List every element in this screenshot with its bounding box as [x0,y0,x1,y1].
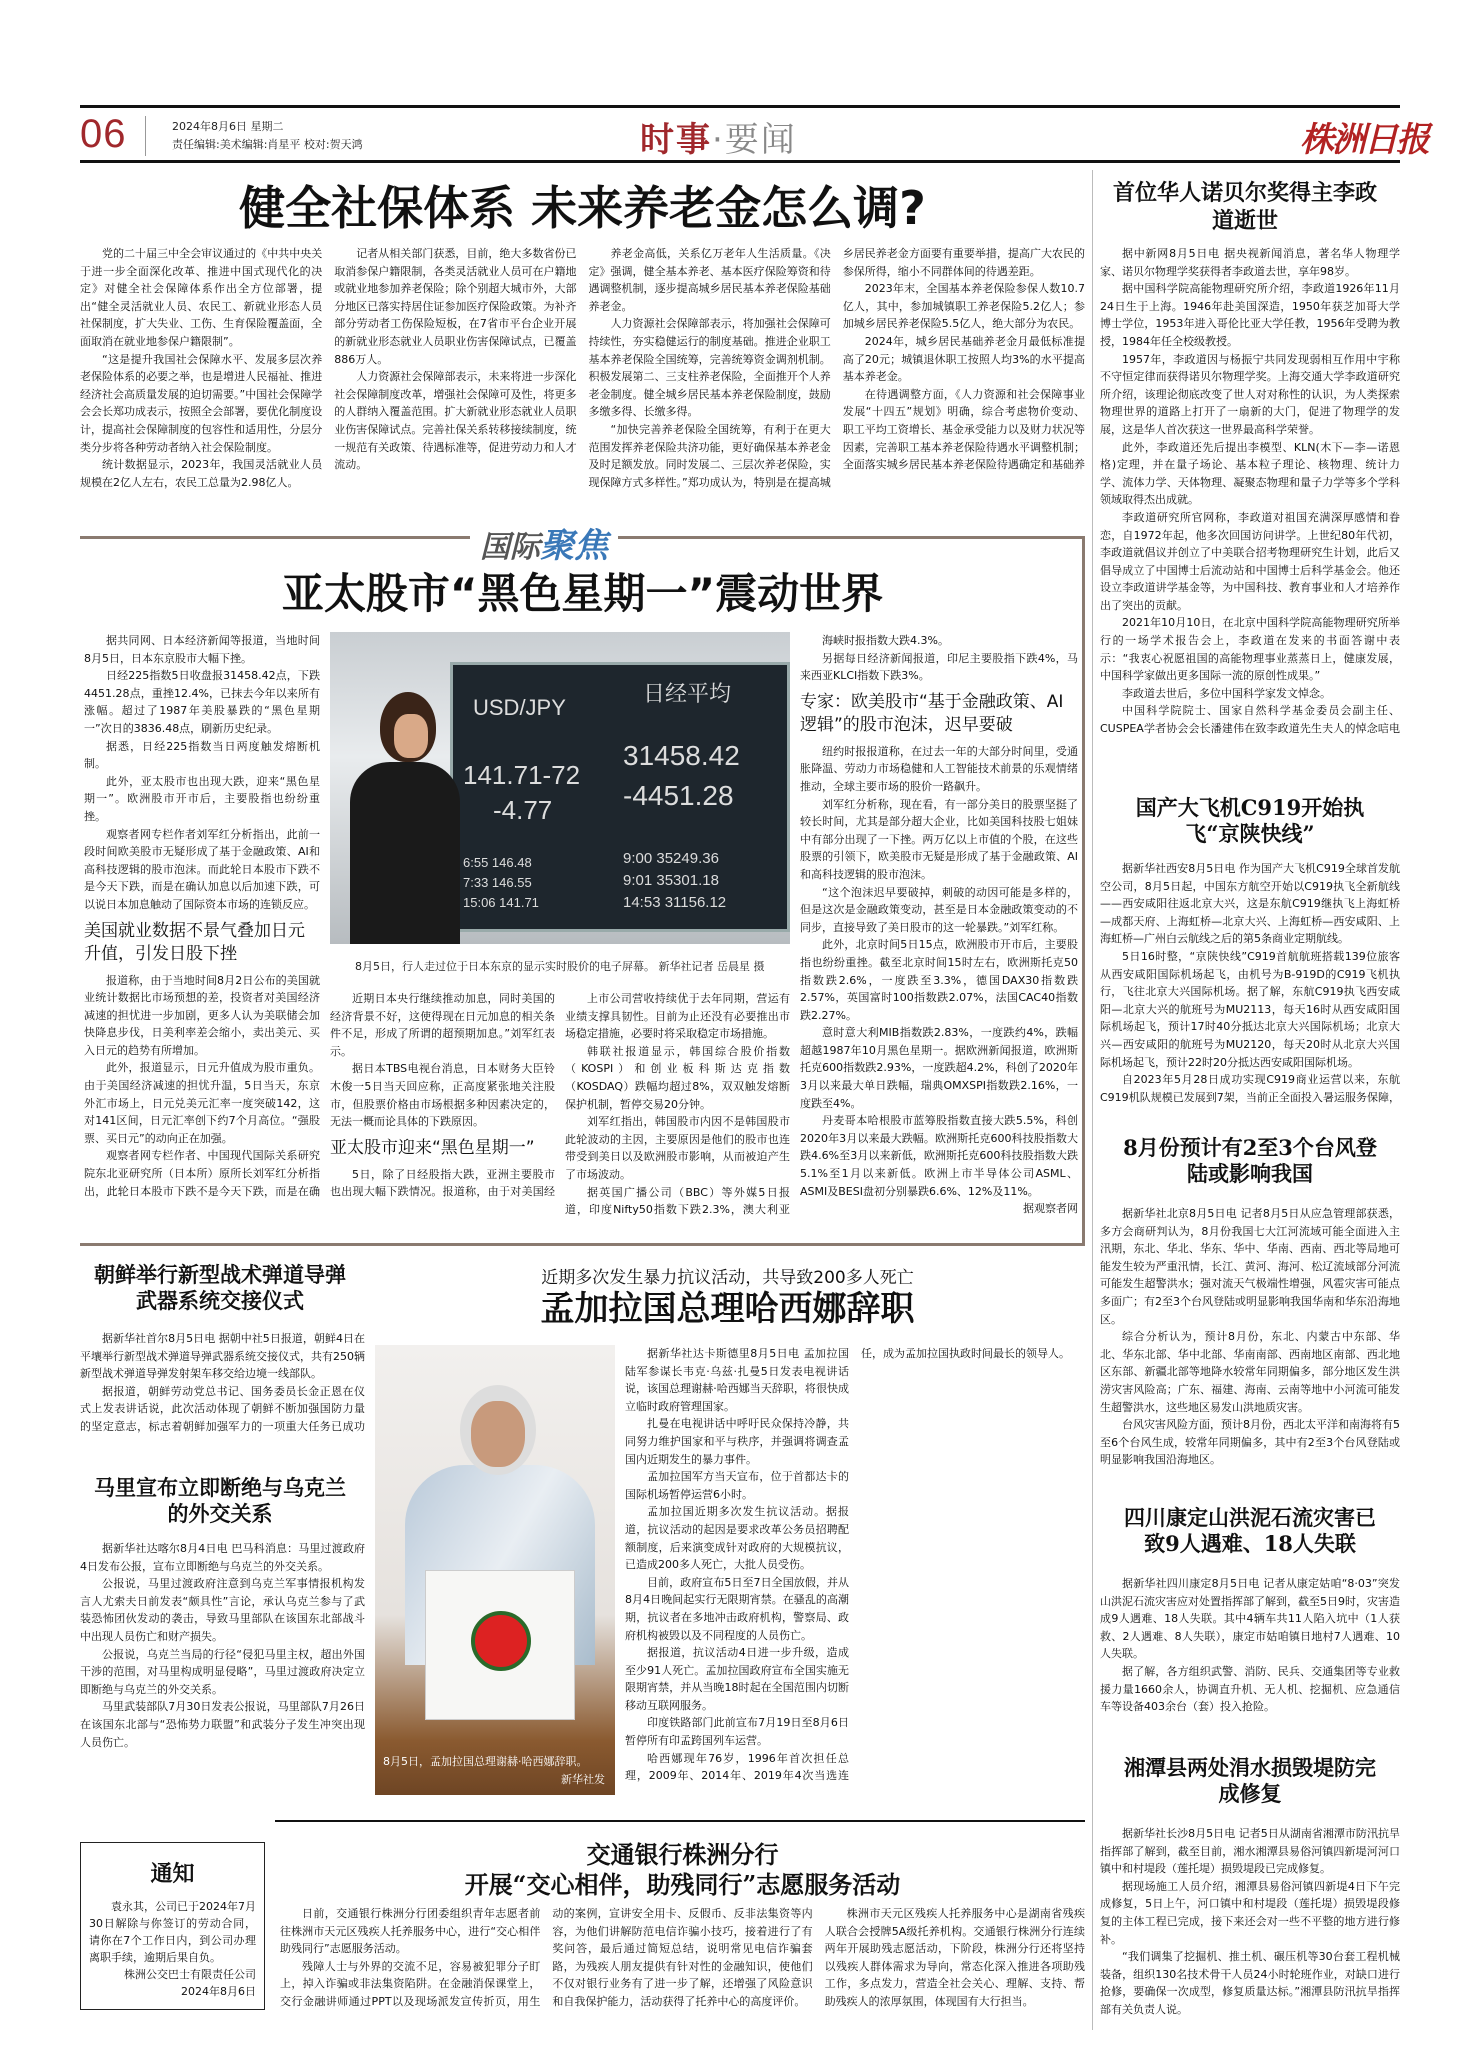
paragraph: 据了解，各方组织武警、消防、民兵、交通集团等专业救援力量1660余人，协调直升机、无人机、挖掘机、应急通信车等设备403余台（套）投入抢险。 [1100,1664,1400,1714]
section-sub: ·要闻 [712,120,797,160]
pension-body [80,245,1085,495]
focus-headline: 亚太股市“黑色星期一”震动世界 [281,569,884,618]
section-main: 时事 [640,120,712,160]
section-title [640,112,797,161]
notice-signer: 株洲公交巴士有限责任公司 [124,1968,256,1981]
paragraph: 台风灾害风险方面，预计8月份，西北太平洋和南海将有5至6个台风生成，较常年同期偏多，其中有2至3个台风登陆或明显影响我国沿海地区。 [1100,1418,1400,1467]
paragraph: 据中国科学院高能物理研究所介绍，李政道1926年11月24日生于上海。1946年赴美国深造，1950年获芝加哥大学博士学位，1953年进入哥伦比亚大学任教，1956年受聘为教授，1984年任全校级教授。 [1100,282,1400,348]
emblem-icon [471,1611,531,1671]
screen-row: 14:53 31156.12 [623,894,727,911]
paragraph: 在待遇调整方面，《人力资源和社会保障事业发展“十四五”规划》明确，综合考虑物价变动、职工平均工资增长、基金承受能力以及财力状况等因素，完善职工基本养老保险待遇水平调整机制；全面落实城乡居民基本养老保险待遇确定和基础养 [842,387,1085,472]
paragraph: 观察者网专栏作者刘军红分析指出，此前一段时间欧美股市无疑形成了基于金融政策、AI和高科技逻辑的股市泡沫。而此轮日本股市下跌不是今天下跌，而是在确认加息以后加速下跌，可以说日本加息触动了国际资本市场的连锁反应。 [84,827,320,911]
paragraph: 纽约时报报道称，在过去一年的大部分时间里，受通胀降温、劳动力市场稳健和人工智能技术前景的乐观情绪推动，全球主要市场的股价一路飙升。 [800,744,1078,793]
focus-mid-column-a [330,990,555,1235]
screen-pair: USD/JPY [473,695,566,720]
paragraph: 株洲市天元区残疾人托养服务中心是湖南省残疾人联合会授牌5A级托养机构。交通银行株洲分行连续两年开展助残志愿活动，下阶段，株洲分行还将坚持以残疾人群体需求为导向，常态化深入推进各项助残工作，多点发力，营造全社会关心、理解、支持、帮助残疾人的浓厚氛围，体现国有大行担当。 [824,1907,1085,2008]
paragraph: 人力资源社会保障部表示，将加强社会保障可持续性，夯实稳健运行的制度基础。推进企业职工基本养老保险全国统筹，完善统筹资金调剂机制。积极发展第二、三支柱养老保险，全面推开个人养老金制度。健全城乡居民基本养老保险制度，鼓励多缴多得、长缴多得。 [588,317,831,419]
pedestrian-figure [350,692,460,944]
notice-date: 2024年8月6日 [181,1985,256,1998]
focus-subhead-1: 美国就业数据不景气叠加日元升值，引发日股下挫 [84,920,305,964]
paragraph: 意时意大利MIB指数跌2.83%，一度跌约4%，跌幅超越1987年10月黑色星期一。据欧洲新闻报道，欧洲斯托克600指数跌2.93%，一度跌超4.2%，科创了2020年3月以来最大单日跌幅，瑞典OMXSPI指数跌2.16%，一度跌至4%。 [800,1026,1078,1110]
paragraph: 据报道，朝鲜劳动党总书记、国务委员长金正恩在仪式上发表讲话说，此次活动体现了朝鲜不断加强国防力量的坚定意志，标志着朝鲜加强军力的一项重大任务已成功 [80,1384,365,1433]
paragraph: 5日，除了日经股指大跌，亚洲主要股市也出现大幅下跌情况。报道称，由于对美国经 [330,1167,555,1199]
bank-headline-line2: 开展“交心相伴，助残同行”志愿服务活动 [464,1870,901,1899]
paragraph: 据新华社达喀尔8月4日电 巴马科消息：马里过渡政府4日发布公报，宣布立即断绝与乌克兰的外交关系。 [80,1542,365,1573]
bangladesh-kicker: 近期多次发生暴力抗议活动，共导致200多人死亡 [541,1268,914,1288]
paragraph: 据共同网、日本经济新闻等报道，当地时间8月5日，日本东京股市大幅下挫。 [84,634,320,665]
notice-body: 袁永其，公司已于2024年7月30日解除与你签订的劳动合同，请你在7个工作日内，到公司办理离职手续，逾期后果自负。 [89,1900,256,1964]
paragraph: 残障人士与外界的交流不足，容易被犯罪分子盯上，掉入诈骗或非法集资陷阱。在金融消保课堂上，交行金融讲师通过PPT以及现场派发宣传折页，用生动的案例，宣讲安全用卡、反假币、反非法集资等内容，为他们讲解防范电信诈骗小技巧，接着进行了有奖问答，最后通过简短总结，说明常见电信诈骗套路，为残疾人朋友提供有针对性的金融知识，使他们不仅对银行业务有了进一步了解，还增强了风险意识和自我保护能力，活动获得了托养中心的高度评价。 [280,1907,813,2008]
right-column-divider [1092,170,1093,2030]
paragraph: 印度铁路部门此前宣布7月19日至8月6日暂停所有印孟跨国列车运营。 [625,1716,849,1748]
header-top-rule [80,105,1400,108]
focus-right-part1 [800,632,1078,685]
paragraph: 哈西娜现年76岁，1996年首次担任总理，2009年、2014年、2019年4次当选连任，成为孟加拉国执政时间最长的领导人。 [625,1347,1070,1783]
paragraph: 刘军红指出，韩国股市内因不是韩国股市此轮波动的主因，主要原因是他们的股市也连带受到美日以及欧洲股市影响，从而被迫产生了市场波动。 [565,1115,790,1181]
sichuan-headline: 四川康定山洪泥石流灾害已致9人遇难、18人失联 [1124,1505,1376,1557]
paragraph: 1957年，李政道因与杨振宁共同发现弱相互作用中宇称不守恒定律而获得诺贝尔物理学奖。上海交通大学李政道研究所介绍，该理论彻底改变了世人对对称性的认识，为人类探索物理世界的道路上打开了一扇新的大门，促进了物理学的发展，这是华人首次获这一世界最高科学荣誉。 [1100,352,1400,436]
notice-title: 通知 [150,1862,195,1887]
paragraph: 综合分析认为，预计8月份，东北、内蒙古中东部、华北、华东北部、华中北部、华南南部、西南地区南部、西北地区东部、新疆北部等地降水较常年同期偏多，部分地区发生洪涝灾害风险高；广东、福建、海南、云南等地中小河流可能发生超警洪水，这些地区易发山洪地质灾害。 [1100,1330,1400,1414]
paragraph: 上市公司营收持续优于去年同期，营运有业绩支撑具韧性。目前为止还没有必要推出市场稳定措施，必要时将采取稳定市场措施。 [565,992,790,1041]
paragraph: 中国科学院院士、国家自然科学基金委员会副主任、CUSPEA学者协会会长潘建伟在致李政道先生夫人的悼念唁电 [1100,704,1400,736]
screen-row: 15:06 141.71 [463,895,539,910]
hasina-photo [375,1345,615,1795]
c919-headline: 国产大飞机C919开始执飞“京陕快线” [1135,795,1365,847]
paragraph: 日经225指数5日收盘报31458.42点，下跌4451.28点，重挫12.4%，已抹去今年以来所有涨幅。超过了1987年美股暴跌的“黑色星期一”次日的3836.48点，刷新历史纪录。 [84,669,320,735]
paragraph: 公报说，乌克兰当局的行径“侵犯马里主权，超出外国干涉的范围，对马里构成明显侵略”，马里过渡政府决定立即断绝与乌克兰的外交关系。 [80,1647,365,1696]
paragraph: 2023年末，全国基本养老保险参保人数10.7亿人，其中，参加城镇职工养老保险5.2亿人；参加城乡居民养老保险5.5亿人，绝大部分为农民。 [842,282,1085,331]
screen-row: 9:01 35301.18 [623,872,719,889]
paragraph: 据新华社达卡斯德里8月5日电 孟加拉国陆军参谋长韦克·乌兹·扎曼5日发表电视讲话说，该国总理谢赫·哈西娜当天辞职，将很快成立临时政府管理国家。 [625,1347,849,1413]
paragraph: 此外，北京时间5日15点，欧洲股市开市后，主要股指也纷纷重挫。截至北京时间15时左右，欧洲斯托克50指数跌2.6%，一度跌至3.3%，德国DAX30指数跌2.57%，英国富时100指数跌2.07%，法国CAC40指数跌2.27%。 [800,938,1078,1022]
paragraph: 据新华社四川康定8月5日电 记者从康定姑咱“8·03”突发山洪泥石流灾害应对处置指挥部了解到，截至5日9时，灾害造成9人遇难、18人失联。其中4辆车共11人陷入坑中（1人获救、2人遇难、8人失联），康定市姑咱镇日地村7人遇难、10人失联。 [1100,1577,1400,1661]
paragraph: 据报道，抗议活动4日进一步升级，造成至少91人死亡。孟加拉国政府宣布全国实施无限期宵禁，并从当晚18时起在全国范围内切断移动互联网服务。 [625,1646,849,1712]
paragraph: “加快完善养老保险全国统筹，有利于在更大范围发挥养老保险共济功能，更好确保基本养老金及时足额发放。同时发展二、三层次养老保险，实现保障方式多样性。”郑功成认为，特别是在提高城乡居民养老金方面要有重要举措，提高广大农民的参保所得，缩小不同群体间的待遇差距。 [588,247,1085,489]
paragraph: 据现场施工人员介绍，湘潭县易俗河镇四新堤4日下午完成修复，5日上午，河口镇中和村堤段（莲托堤）损毁堤段修复的主体工程已完成，接下来还会对一些不平整的地方进行修补。 [1100,1879,1400,1946]
paragraph: 据英国广播公司（BBC）等外媒5日报道，印度Nifty50指数下跌2.3%，澳大利亚 [565,1185,790,1217]
sichuan-body [1100,1575,1400,1738]
editors-line: 责任编辑:美术编辑:肖星平 校对:贺天鸿 [172,138,363,151]
screen-rate-change: -4.77 [493,795,553,825]
pension-headline: 健全社保体系 未来养老金怎么调? [239,181,926,235]
paragraph: 观察者网专栏作者、中国现代国际关系研究院东北亚研究所（日本所）原所长刘军红分析指出，此轮日本股市下跌不是今天下跌，而是在确 [84,1149,320,1198]
paragraph: 韩联社报道显示，韩国综合股价指数（KOSPI）和创业板科斯达克指数（KOSDAQ）跌幅均超过8%，双双触发熔断保护机制，暂停交易20分钟。 [565,1044,790,1111]
paragraph: 公报说，马里过渡政府注意到乌克兰军事情报机构发言人尤索夫日前发表“颇具性”言论，承认乌克兰参与了武装恐怖团伙发动的袭击，导致马里部队在该国东北部战斗中出现人员伤亡和财产损失。 [80,1577,365,1643]
paragraph: 记者从相关部门获悉，目前，绝大多数省份已取消参保户籍限制，各类灵活就业人员可在户籍地或就业地参加养老保险；除个别超大城市外，大部分地区已落实持居住证参加医疗保险政策。为补齐部分劳动者工伤保险短板，在7省市平台企业开展的新就业形态就业人员职业伤害保障试点，已覆盖886万人。 [334,247,577,366]
focus-right-part2 [800,743,1078,1218]
tokyo-photo-caption: 8月5日，行人走过位于日本东京的显示实时股价的电子屏幕。 新华社记者 岳晨星 摄 [355,960,765,973]
paragraph: 丹麦哥本哈根股市蓝筹股指数直接大跌5.5%，科创2020年3月以来最大跌幅。欧洲斯托克600科技股指数大跌4.6%至3月以来新低，欧洲斯托克600科技股指数大跌5.1%至1月以来新低。欧洲上市半导体公司ASML、ASMI及BESI盘初分别暴跌6.6%、12%及11%。 [800,1114,1078,1198]
ballot-box [425,1570,575,1720]
paragraph: 孟加拉国军方当天宣布，位于首都达卡的国际机场暂停运营6小时。 [625,1470,849,1501]
hasina-photo-caption: 8月5日，孟加拉国总理谢赫·哈西娜辞职。 [383,1755,588,1768]
korea-body [80,1330,365,1460]
paragraph: 5日16时整，“京陕快线”C919首航航班搭载139位旅客从西安咸阳国际机场起飞，由机号为B-919D的C919飞机执行，飞往北京大兴国际机场。据了解，东航C919执飞西安咸阳—北京大兴的航班号为MU2113，每天16时从西安咸阳国际机场起飞，预计17时40分抵达北京大兴国际机场；北京大兴—西安咸阳的航班号为MU2120，每天20时从北京大兴国际机场起飞，预计22时20分抵达西安咸阳国际机场。 [1100,949,1400,1069]
focus-subhead-2: 亚太股市迎来“黑色星期一” [330,1137,535,1158]
paragraph: “这个泡沫迟早要破掉，刺破的动因可能是多样的，但是这次是金融政策变动，甚至是日本金融政策变动的不同步，直接导致了美日股市的这一轮暴跌。”刘军红称。 [800,885,1078,934]
c919-body [1100,860,1400,1118]
focus-section-label [470,518,618,567]
mali-headline: 马里宣布立即断绝与乌克兰的外交关系 [94,1475,346,1527]
paragraph: 李政道去世后，多位中国科学家发文悼念。 [1122,686,1331,700]
focus-subhead-3: 专家：欧美股市“基于金融政策、AI逻辑”的股市泡沫，迟早要破 [800,691,1064,735]
paragraph: 据新华社西安8月5日电 作为国产大飞机C919全球首发航空公司，8月5日起，中国东方航空开始以C919执飞全新航线——西安咸阳往返北京大兴，这是东航C919继执飞上海虹桥—成都天府、上海虹桥—北京大兴、上海虹桥—西安咸阳、上海虹桥—广州白云航线之后的第5条商业定期航线。 [1100,862,1400,946]
xiangtan-headline: 湘潭县两处涓水损毁堤防完成修复 [1124,1755,1376,1807]
paragraph: “我们调集了挖掘机、推土机、碾压机等30台套工程机械装备，组织130名技术骨干人员24小时轮班作业，对缺口进行抢修，要确保一次成型，修复质量达标。”湘潭县防汛抗旱指挥部有关负责人说。 [1100,1950,1400,2016]
paragraph: 2024年，城乡居民基础养老金月最低标准提高了20元；城镇退休职工按照人均3%的水平提高基本养老金。 [842,334,1085,384]
screen-index-name: 日经平均 [643,681,732,706]
focus-mid-column-b [565,990,790,1235]
paragraph: 养老金高低，关系亿万老年人生活质量。《决定》强调，健全基本养老、基本医疗保险筹资和待遇调整机制，逐步提高城乡居民基本养老保险基础养老金。 [588,247,831,313]
paragraph: 目前，政府宣布5日至7日全国放假，并从8月4日晚间起实行无限期宵禁。在骚乱的高潮期，抗议者在多地冲击政府机构，警察局、政府机构被毁以及不同程度的人员伤亡。 [625,1575,849,1642]
header-bottom-rule [80,160,1400,163]
paragraph: 据新华社北京8月5日电 记者8月5日从应急管理部获悉，多方会商研判认为，8月份我国七大江河流域可能全面进入主汛期，东北、华北、华东、华中、华南、西南、西北等局地可能发生较为严重汛情，长江、黄河、海河、松辽流域部分河流可能发生超警洪水；强对流天气极端性增强，风雹灾害可能点多面广；有2至3个台风登陆或明显影响我国华南和华东沿海地区。 [1100,1207,1400,1326]
paragraph: 党的二十届三中全会审议通过的《中共中央关于进一步全面深化改革、推进中国式现代化的决定》对健全社会保障体系作出全方位部署，提出“健全灵活就业人员、农民工、新就业形态人员社保制度，扩大失业、工伤、生育保险覆盖面，全面取消在就业地参保户籍限制”。 [80,247,323,348]
paragraph: 近期日本央行继续推动加息，同时美国的经济背景不好，这使得现在日元加息的相关条件不足，形成了所谓的超预期加息。”刘军红表示。 [330,992,555,1058]
li-body [1100,245,1400,770]
focus-right-column [800,632,1078,1235]
paragraph: 海峡时报指数大跌4.3%。 [822,634,949,647]
focus-label-intl: 国际 [480,530,540,565]
newspaper-logo: 株洲日报 [1300,120,1428,160]
tokyo-stock-photo [330,632,790,944]
screen-row: 6:55 146.48 [463,855,532,870]
bank-headline [280,1840,1085,1900]
paragraph: 据悉，日经225指数当日两度触发熔断机制。 [84,739,320,771]
figure-face [471,1401,525,1467]
paragraph: 孟加拉国近期多次发生抗议活动。据报道，抗议活动的起因是要求改革公务员招聘配额制度，后来演变成针对政府的大规模抗议，已造成200多人死亡，大批人员受伤。 [625,1505,849,1572]
focus-left-column [84,632,320,1232]
focus-mid-a-part1 [330,990,555,1131]
paragraph: 此外，报道显示，日元升值成为股市重负。由于美国经济减速的担忧升温，5日当天，东京外汇市场上，日元兑美元汇率一度突破142，这对141区间，日元汇率创下约7个月高位。“强股票、买日元”的动向正在加强。 [84,1061,320,1145]
paragraph: 扎曼在电视讲话中呼吁民众保持冷静，共同努力维护国家和平与秩序，并强调将调查孟国内近期发生的暴力事件。 [625,1417,849,1466]
paragraph: 刘军红分析称，现在看，有一部分美日的股票坚挺了较长时间，尤其是部分超大企业，比如美国科技股七姐妹中有部分出现了一下挫。两万亿以上市值的个股，在这些股票的引领下，欧美股市无疑是形成了基于金融政策、AI和高科技逻辑的股市泡沫。 [800,797,1078,881]
paragraph: 另据每日经济新闻报道，印尼主要股指下跌4%，马来西亚KLCI指数下跌3%。 [800,651,1078,683]
paragraph: 自2023年5月28日成功实现C919商业运营以来，东航C919机队规模已发展到7架，当前正全面投入暑运服务保障， [1100,1073,1400,1104]
byline: 据观察者网 [1023,1202,1078,1216]
screen-index-value: 31458.42 [623,740,740,771]
paragraph: 此外，李政道还先后提出李模型、KLN(木下—李—诺恩格)定理，并在量子场论、基本粒子理论、核物理、统计力学、流体力学、天体物理、凝聚态物理和量子力学等多个学科领域取得杰出成就。 [1100,440,1400,507]
typhoon-headline: 8月份预计有2至3个台风登陆或影响我国 [1123,1135,1377,1187]
bank-body [280,1905,1085,2015]
paragraph: 据新华社长沙8月5日电 记者5日从湖南省湘潭市防汛抗旱指挥部了解到，截至目前，湘水湘潭县易俗河镇四新堤河河口镇中和村堤段（莲托堤）损毁堤段已完成修复。 [1100,1827,1400,1876]
paragraph: 报道称，由于当地时间8月2日公布的美国就业统计数据比市场预想的差，投资者对美国经济减速的担忧进一步加剧，更多人认为美联储会加快降息步伐，日美利率差会缩小，卖出美元、买入日元的趋势有所增加。 [84,973,320,1057]
typhoon-body [1100,1205,1400,1488]
notice-box [80,1842,265,2010]
paragraph: 据新华社首尔8月5日电 据朝中社5日报道，朝鲜4日在平壤举行新型战术弹道导弹武器系统交接仪式，共有250辆新型战术弹道导弹发射架车移交给边境一线部队。 [80,1332,365,1381]
screen-row: 9:00 35249.36 [623,850,719,867]
paragraph: 李政道研究所官网称，李政道对祖国充满深厚感情和眷恋，自1972年起，他多次回国访问讲学。上世纪80年代初，李政道就倡议并创立了中美联合招考物理研究生计划，此后又倡导成立了中国博士后流动站和中国博士后科学基金会。他还设立李政道讲学基金等，为中国科技、教育事业和人才培养作出了突出的贡献。 [1100,510,1400,612]
screen-rate: 141.71-72 [463,760,581,790]
li-headline: 首位华人诺贝尔奖得主李政道逝世 [1112,180,1377,234]
hasina-photo-credit: 新华社发 [561,1773,605,1786]
paragraph: 据中新网8月5日电 据央视新闻消息，著名华人物理学家、诺贝尔物理学奖获得者李政道去世，享年98岁。 [1100,247,1400,278]
focus-left-part1 [84,632,320,914]
paragraph: “这是提升我国社会保障水平、发展多层次养老保险体系的必要之举，也是增进人民福祉、推进经济社会高质量发展的迫切需要。”中国社会保障学会会长郑功成表示，按照全会部署，要优化制度设计，提高社会保障制度的包容性和适用性，分层分类分步将各种劳动者纳入社会保险制度。 [80,352,323,454]
stock-screen [450,662,790,932]
screen-row: 7:33 146.55 [463,875,532,890]
bottom-section-rule [275,1820,1085,1822]
bangladesh-headline: 孟加拉国总理哈西娜辞职 [540,1289,915,1329]
paragraph: 此外，亚太股市也出现大跌，迎来“黑色星期一”。欧洲股市开市后，主要股指也纷纷重挫。 [84,774,320,823]
focus-bottom-rule [80,1243,1085,1246]
korea-headline: 朝鲜举行新型战术弹道导弹武器系统交接仪式 [94,1262,346,1314]
paragraph: 日前，交通银行株洲分行团委组织青年志愿者前往株洲市天元区残疾人托养服务中心，进行“交心相伴 助残同行”志愿服务活动。 [280,1907,541,1956]
mali-body [80,1540,365,1775]
header-divider [145,116,146,156]
paragraph: 统计数据显示，2023年，我国灵活就业人员规模在2亿人左右，农民工总量为2.98亿人。 [80,458,323,489]
xiangtan-body [1100,1825,1400,2025]
page-number: 06 [80,112,127,156]
bank-headline-line1: 交通银行株洲分行 [586,1840,779,1869]
date-line: 2024年8月6日 星期二 [172,120,284,133]
focus-label-focus: 聚焦 [540,526,608,566]
paragraph: 据日本TBS电视台消息，日本财务大臣铃木俊一5日当天回应称，正高度紧张地关注股市，但股票价格由市场根据多种因素决定的，无法一概而论具体的下跌原因。 [330,1062,555,1129]
bangladesh-body [625,1345,1085,1790]
screen-index-change: -4451.28 [623,780,734,811]
paragraph: 马里武装部队7月30日发表公报说，马里部队7月26日在该国东北部与“恐怖势力联盟”和武装分子发生冲突出现人员伤亡。 [80,1700,365,1749]
paragraph: 人力资源社会保障部表示，未来将进一步深化社会保障制度改革，增强社会保障可及性，将更多的人群纳入覆盖范围。扩大新就业形态就业人员职业伤害保障试点。完善社保关系转移接续制度，统一规范有关政策、待遇标准等，促进劳动力和人才流动。 [334,370,577,472]
header-meta [172,118,363,154]
paragraph: 2021年10月10日，在北京中国科学院高能物理研究所举行的一场学术报告会上，李政道在发来的书面答谢中表示：“我衷心祝愿祖国的高能物理事业蒸蒸日上，健康发展，中国科学家做出更多国际一流的原创性成果。” [1100,616,1400,683]
